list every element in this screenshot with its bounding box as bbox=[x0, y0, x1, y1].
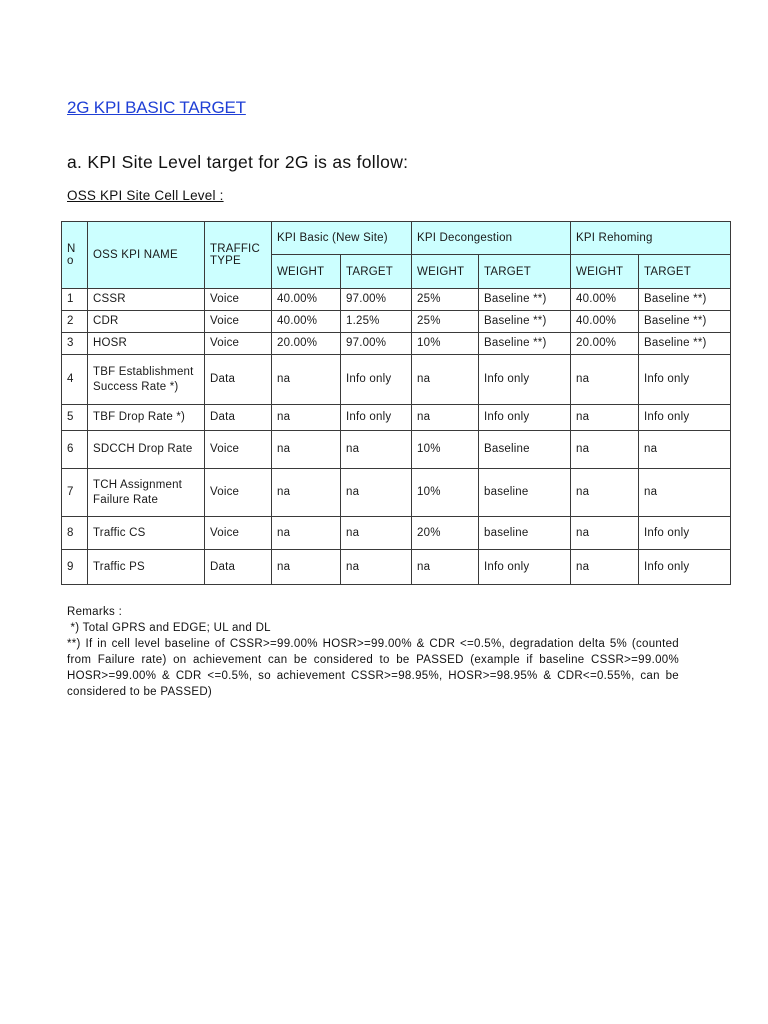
cell-traffic-type: Voice bbox=[205, 289, 272, 311]
cell-kpi-name: HOSR bbox=[88, 333, 205, 355]
cell-basic-weight: 40.00% bbox=[272, 311, 341, 333]
cell-rehoming-target: Baseline **) bbox=[639, 311, 731, 333]
cell-basic-weight: na bbox=[272, 431, 341, 469]
remarks-note-baseline: **) If in cell level baseline of CSSR>=99.00% HOSR>=99.00% & CDR <=0.5%, degradation delta 5% (counted from Failure rate) on achievement can be considered to be PASSED (example if baseline CSSR>=99.00% HOSR>=99.00% & CDR <=0.5%, so achievement CSSR>=98.95%, HOSR>=98.95% & CDR<=0.55%, can be considered to be PASSED) bbox=[67, 638, 679, 698]
table-row bbox=[62, 431, 731, 469]
cell-basic-target: 1.25% bbox=[341, 311, 412, 333]
subheader-weight: WEIGHT bbox=[571, 255, 639, 289]
cell-traffic-type: Voice bbox=[205, 311, 272, 333]
cell-basic-target: 97.00% bbox=[341, 333, 412, 355]
cell-no: 7 bbox=[62, 469, 88, 517]
cell-rehoming-target: Info only bbox=[639, 355, 731, 405]
subheader-weight: WEIGHT bbox=[272, 255, 341, 289]
cell-no: 4 bbox=[62, 355, 88, 405]
header-no: No bbox=[62, 222, 88, 289]
cell-no: 9 bbox=[62, 550, 88, 585]
cell-decongestion-weight: 10% bbox=[412, 469, 479, 517]
cell-decongestion-target: baseline bbox=[479, 469, 571, 517]
cell-traffic-type: Data bbox=[205, 550, 272, 585]
cell-kpi-name: TBF Drop Rate *) bbox=[88, 405, 205, 431]
cell-basic-weight: 40.00% bbox=[272, 289, 341, 311]
cell-no: 3 bbox=[62, 333, 88, 355]
cell-basic-target: Info only bbox=[341, 355, 412, 405]
cell-basic-target: na bbox=[341, 517, 412, 550]
cell-rehoming-weight: na bbox=[571, 517, 639, 550]
cell-kpi-name: TCH Assignment Failure Rate bbox=[88, 469, 205, 517]
cell-decongestion-weight: 20% bbox=[412, 517, 479, 550]
cell-decongestion-target: Baseline bbox=[479, 431, 571, 469]
remarks-label: Remarks : bbox=[67, 606, 123, 618]
document-title: 2G KPI BASIC TARGET bbox=[67, 98, 246, 117]
cell-rehoming-weight: na bbox=[571, 355, 639, 405]
cell-no: 5 bbox=[62, 405, 88, 431]
cell-rehoming-target: Baseline **) bbox=[639, 289, 731, 311]
cell-traffic-type: Voice bbox=[205, 469, 272, 517]
cell-basic-target: 97.00% bbox=[341, 289, 412, 311]
kpi-target-table bbox=[61, 221, 731, 585]
cell-rehoming-weight: na bbox=[571, 550, 639, 585]
cell-rehoming-weight: 40.00% bbox=[571, 289, 639, 311]
cell-basic-weight: na bbox=[272, 550, 341, 585]
cell-traffic-type: Voice bbox=[205, 431, 272, 469]
cell-rehoming-target: Info only bbox=[639, 517, 731, 550]
cell-decongestion-weight: na bbox=[412, 405, 479, 431]
cell-decongestion-target: baseline bbox=[479, 517, 571, 550]
cell-kpi-name: CDR bbox=[88, 311, 205, 333]
cell-traffic-type: Data bbox=[205, 355, 272, 405]
cell-rehoming-target: Info only bbox=[639, 405, 731, 431]
cell-traffic-type: Voice bbox=[205, 333, 272, 355]
cell-basic-weight: na bbox=[272, 405, 341, 431]
cell-rehoming-target: na bbox=[639, 431, 731, 469]
cell-kpi-name: TBF Establishment Success Rate *) bbox=[88, 355, 205, 405]
table-row bbox=[62, 355, 731, 405]
cell-decongestion-target: Baseline **) bbox=[479, 289, 571, 311]
cell-basic-target: na bbox=[341, 550, 412, 585]
cell-rehoming-weight: 40.00% bbox=[571, 311, 639, 333]
cell-traffic-type: Data bbox=[205, 405, 272, 431]
cell-no: 1 bbox=[62, 289, 88, 311]
table-row bbox=[62, 550, 731, 585]
header-kpi-decongestion: KPI Decongestion bbox=[412, 222, 571, 255]
table-row bbox=[62, 333, 731, 355]
header-kpi-name: OSS KPI NAME bbox=[88, 222, 205, 289]
cell-traffic-type: Voice bbox=[205, 517, 272, 550]
cell-basic-weight: na bbox=[272, 469, 341, 517]
cell-rehoming-target: Info only bbox=[639, 550, 731, 585]
cell-decongestion-weight: 10% bbox=[412, 333, 479, 355]
cell-decongestion-weight: na bbox=[412, 355, 479, 405]
cell-decongestion-weight: na bbox=[412, 550, 479, 585]
remarks-section bbox=[67, 604, 679, 700]
cell-decongestion-target: Baseline **) bbox=[479, 311, 571, 333]
cell-kpi-name: Traffic CS bbox=[88, 517, 205, 550]
cell-rehoming-target: Baseline **) bbox=[639, 333, 731, 355]
table-row bbox=[62, 311, 731, 333]
cell-decongestion-weight: 25% bbox=[412, 311, 479, 333]
cell-basic-weight: 20.00% bbox=[272, 333, 341, 355]
table-row bbox=[62, 469, 731, 517]
subheader-target: TARGET bbox=[479, 255, 571, 289]
cell-no: 8 bbox=[62, 517, 88, 550]
header-kpi-basic: KPI Basic (New Site) bbox=[272, 222, 412, 255]
cell-basic-target: na bbox=[341, 469, 412, 517]
table-row bbox=[62, 517, 731, 550]
cell-basic-target: na bbox=[341, 431, 412, 469]
cell-rehoming-target: na bbox=[639, 469, 731, 517]
subheader-target: TARGET bbox=[639, 255, 731, 289]
cell-decongestion-weight: 25% bbox=[412, 289, 479, 311]
cell-basic-weight: na bbox=[272, 355, 341, 405]
table-header-row bbox=[62, 222, 731, 255]
cell-kpi-name: Traffic PS bbox=[88, 550, 205, 585]
cell-basic-target: Info only bbox=[341, 405, 412, 431]
cell-rehoming-weight: na bbox=[571, 431, 639, 469]
cell-basic-weight: na bbox=[272, 517, 341, 550]
header-kpi-rehoming: KPI Rehoming bbox=[571, 222, 731, 255]
cell-decongestion-target: Info only bbox=[479, 550, 571, 585]
sub-heading: OSS KPI Site Cell Level : bbox=[67, 188, 224, 203]
subheader-target: TARGET bbox=[341, 255, 412, 289]
cell-kpi-name: CSSR bbox=[88, 289, 205, 311]
cell-decongestion-target: Info only bbox=[479, 355, 571, 405]
cell-kpi-name: SDCCH Drop Rate bbox=[88, 431, 205, 469]
remarks-note-total-gprs: *) Total GPRS and EDGE; UL and DL bbox=[67, 622, 271, 634]
cell-rehoming-weight: na bbox=[571, 469, 639, 517]
cell-rehoming-weight: na bbox=[571, 405, 639, 431]
table-row bbox=[62, 289, 731, 311]
cell-decongestion-weight: 10% bbox=[412, 431, 479, 469]
cell-decongestion-target: Info only bbox=[479, 405, 571, 431]
cell-rehoming-weight: 20.00% bbox=[571, 333, 639, 355]
cell-decongestion-target: Baseline **) bbox=[479, 333, 571, 355]
subheader-weight: WEIGHT bbox=[412, 255, 479, 289]
cell-no: 6 bbox=[62, 431, 88, 469]
cell-no: 2 bbox=[62, 311, 88, 333]
table-row bbox=[62, 405, 731, 431]
header-traffic-type: TRAFFIC TYPE bbox=[205, 222, 272, 289]
section-heading: a. KPI Site Level target for 2G is as follow: bbox=[67, 152, 409, 172]
table-body bbox=[62, 289, 731, 585]
